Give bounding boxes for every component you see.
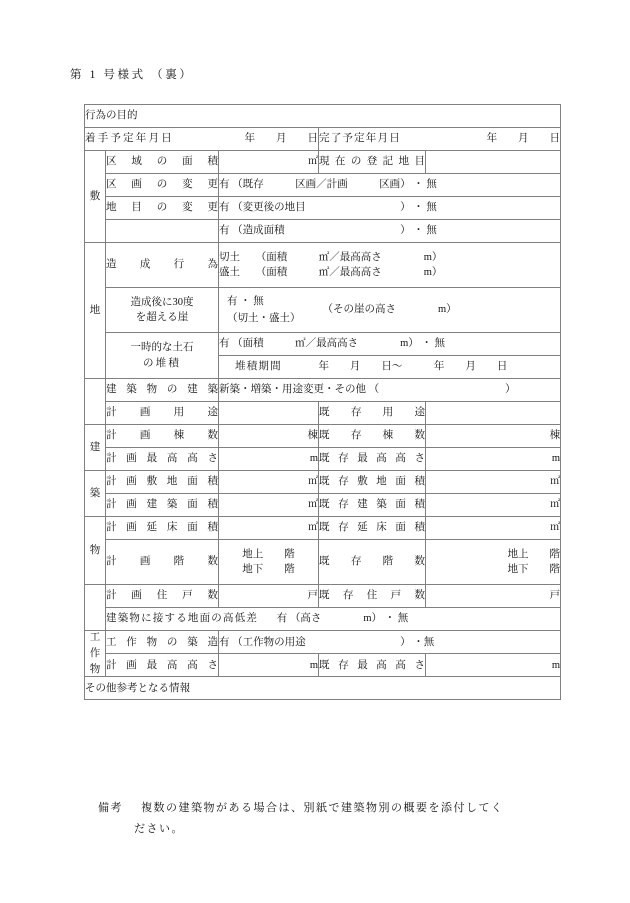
other-info-label[interactable]: その他参考となる情報 [85, 677, 561, 700]
table-row-building-construction [85, 379, 561, 402]
table-row-cliff [85, 288, 561, 333]
table-row-dwelling-units [85, 585, 561, 608]
temp-soil-period-value: 年 月 日〜 年 月 日 [318, 361, 508, 373]
development-blank-label [106, 220, 219, 243]
building-section-rail-2 [85, 425, 106, 471]
plan-footprint-label: 計画建築面積 [106, 494, 219, 517]
existing-site-area-label: 既存敷地面積 [319, 471, 426, 494]
remark-line1: 複数の建築物がある場合は、別紙で建築物別の概要を添付してく [141, 802, 504, 814]
existing-dwellings-label: 既存住戸数 [319, 585, 426, 608]
existing-floors-below: 地下 階 [507, 564, 561, 575]
structure-rail-char-3: 物 [89, 664, 101, 676]
temp-soil-label-line2: の堆積 [142, 357, 182, 369]
page-title: 第 1 号様式 （裏） [70, 69, 194, 81]
existing-floors-above: 地上 階 [507, 548, 561, 560]
site-area-unit: ㎡ [308, 155, 318, 167]
cliff-label-line1: 造成後に30度 [130, 296, 194, 308]
registered-category-value[interactable] [426, 151, 561, 174]
site-area-value[interactable] [219, 151, 319, 174]
structure-rail-char-1: 工 [89, 632, 101, 643]
block-change-value[interactable]: 有 （既存 区画／計画 区画） ・ 無 [219, 174, 561, 197]
table-row-temp-soil [85, 333, 561, 356]
existing-floor-area-label: 既存延床面積 [319, 517, 426, 540]
site-section-rail-bottom [85, 243, 106, 379]
plan-count-value[interactable]: 棟 [219, 425, 319, 448]
development-area-value[interactable]: 有 （造成面積 ） ・ 無 [219, 220, 561, 243]
plan-floors-above: 地上 階 [242, 548, 295, 560]
table-row-structure-height [85, 654, 561, 677]
registered-category-label: 現在の登記地目 [319, 151, 426, 174]
plan-dwellings-label: 計画住戸数 [106, 585, 219, 608]
category-change-label: 地目の変更 [106, 197, 219, 220]
table-row-building-count [85, 425, 561, 448]
existing-use-value[interactable] [426, 402, 561, 425]
development-fill-line: 盛土 （面積 ㎡／最高高さ m） [219, 267, 443, 278]
end-date-units: 年 月 日 [486, 133, 561, 145]
cliff-height-note: （その崖の高さ m） [322, 304, 457, 316]
plan-floor-area-value[interactable]: ㎡ [219, 517, 319, 540]
building-section-rail-5 [85, 585, 106, 631]
remark-note [98, 798, 568, 841]
building-rail-char-1: 建 [89, 441, 101, 453]
cliff-value[interactable] [219, 288, 561, 333]
plan-floor-area-label: 計画延床面積 [106, 517, 219, 540]
plan-height-value[interactable]: m [219, 448, 319, 471]
table-row-block-change [85, 174, 561, 197]
table-row-building-height [85, 448, 561, 471]
table-row-site-area [85, 151, 561, 174]
cliff-choice: 有 ・ 無 [227, 296, 264, 308]
start-date-units: 年 月 日 [244, 133, 318, 145]
end-date-cell[interactable] [319, 128, 561, 151]
remark-label: 備考 [98, 802, 123, 814]
application-form-table [84, 104, 561, 700]
structure-plan-height-value[interactable]: m [219, 654, 319, 677]
plan-footprint-value[interactable]: ㎡ [219, 494, 319, 517]
remark-line2: ださい。 [134, 823, 184, 836]
building-construction-value[interactable]: 新築・増築・用途変更・その他 （ ） [219, 379, 561, 402]
table-row-ground-level-diff [85, 608, 561, 631]
plan-site-area-value[interactable]: ㎡ [219, 471, 319, 494]
plan-floors-value[interactable] [219, 540, 319, 585]
structure-construction-label: 工作物の築造 [106, 631, 219, 654]
start-date-cell[interactable] [85, 128, 319, 151]
structure-rail-char-2: 作 [89, 648, 101, 660]
table-row-purpose [85, 105, 561, 128]
temp-soil-label [106, 333, 219, 379]
plan-use-label: 計画用途 [106, 402, 219, 425]
structure-section-rail [85, 631, 106, 677]
temp-soil-period-label: 堆積期間 [235, 361, 282, 373]
table-row-structure-construction [85, 631, 561, 654]
ground-level-diff-cell[interactable] [106, 608, 561, 631]
plan-floors-below: 地下 階 [242, 564, 295, 575]
existing-footprint-label: 既存建築面積 [319, 494, 426, 517]
table-row-building-use [85, 402, 561, 425]
structure-plan-height-label: 計画最高高さ [106, 654, 219, 677]
table-row-other-info [85, 677, 561, 700]
plan-dwellings-value[interactable]: 戸 [219, 585, 319, 608]
structure-existing-height-label: 既存最高高さ [319, 654, 426, 677]
start-date-label: 着手予定年月日 [85, 133, 174, 145]
site-rail-char-2: 地 [89, 304, 101, 316]
building-rail-char-3: 物 [89, 544, 101, 556]
temp-soil-period-cell[interactable] [219, 356, 561, 379]
cliff-label [106, 288, 219, 333]
building-section-rail-4 [85, 517, 106, 585]
table-row-building-site-area [85, 471, 561, 494]
table-row-development-cut-fill [85, 243, 561, 288]
table-row-schedule [85, 128, 561, 151]
plan-height-label: 計画最高高さ [106, 448, 219, 471]
temp-soil-label-line1: 一時的な土石 [130, 342, 194, 354]
existing-height-label: 既存最高高さ [319, 448, 426, 471]
building-rail-char-2: 築 [89, 487, 101, 499]
plan-use-value[interactable] [219, 402, 319, 425]
table-row-building-footprint [85, 494, 561, 517]
structure-existing-height-value[interactable]: m [426, 654, 561, 677]
development-label: 造成行為 [106, 243, 219, 288]
existing-count-value[interactable]: 棟 [426, 425, 561, 448]
structure-construction-value[interactable]: 有 （工作物の用途 ） ・無 [219, 631, 561, 654]
development-cut-fill-value[interactable] [219, 243, 561, 288]
existing-height-value[interactable]: m [426, 448, 561, 471]
existing-floor-area-value[interactable]: ㎡ [426, 517, 561, 540]
cliff-label-line2: を超える崖 [135, 312, 189, 323]
development-cut-line: 切土 （面積 ㎡／最高高さ m） [219, 251, 443, 263]
existing-dwellings-value[interactable]: 戸 [426, 585, 561, 608]
existing-site-area-value[interactable]: ㎡ [426, 471, 561, 494]
plan-site-area-label: 計画敷地面積 [106, 471, 219, 494]
existing-count-label: 既存棟数 [319, 425, 426, 448]
table-row-building-floor-area [85, 517, 561, 540]
table-row-building-floors [85, 540, 561, 585]
building-construction-label: 建築物の建築 [106, 379, 219, 402]
site-section-rail-top [85, 151, 106, 243]
table-row-development-area [85, 220, 561, 243]
existing-floors-label: 既存階数 [319, 540, 426, 585]
building-section-rail-1 [85, 379, 106, 425]
ground-level-diff-value: 有 （高さ m） ・ 無 [276, 613, 409, 625]
existing-footprint-value[interactable]: ㎡ [426, 494, 561, 517]
site-area-label: 区域の面積 [106, 151, 219, 174]
ground-level-diff-label: 建築物に接する地面の高低差 [106, 613, 259, 625]
block-change-label: 区画の変更 [106, 174, 219, 197]
end-date-label: 完了予定年月日 [319, 133, 401, 145]
category-change-value[interactable]: 有 （変更後の地目 ） ・ 無 [219, 197, 561, 220]
temp-soil-value[interactable]: 有 （面積 ㎡／最高高さ m） ・ 無 [219, 333, 561, 356]
existing-use-label: 既存用途 [319, 402, 426, 425]
cliff-kind: （切土・盛土） [227, 312, 301, 324]
plan-floors-label: 計画階数 [106, 540, 219, 585]
building-section-rail-3 [85, 471, 106, 517]
table-row-category-change [85, 197, 561, 220]
site-rail-char-1: 敷 [89, 190, 101, 202]
purpose-label: 行為の目的 [85, 105, 561, 128]
plan-count-label: 計画棟数 [106, 425, 219, 448]
existing-floors-value[interactable] [426, 540, 561, 585]
